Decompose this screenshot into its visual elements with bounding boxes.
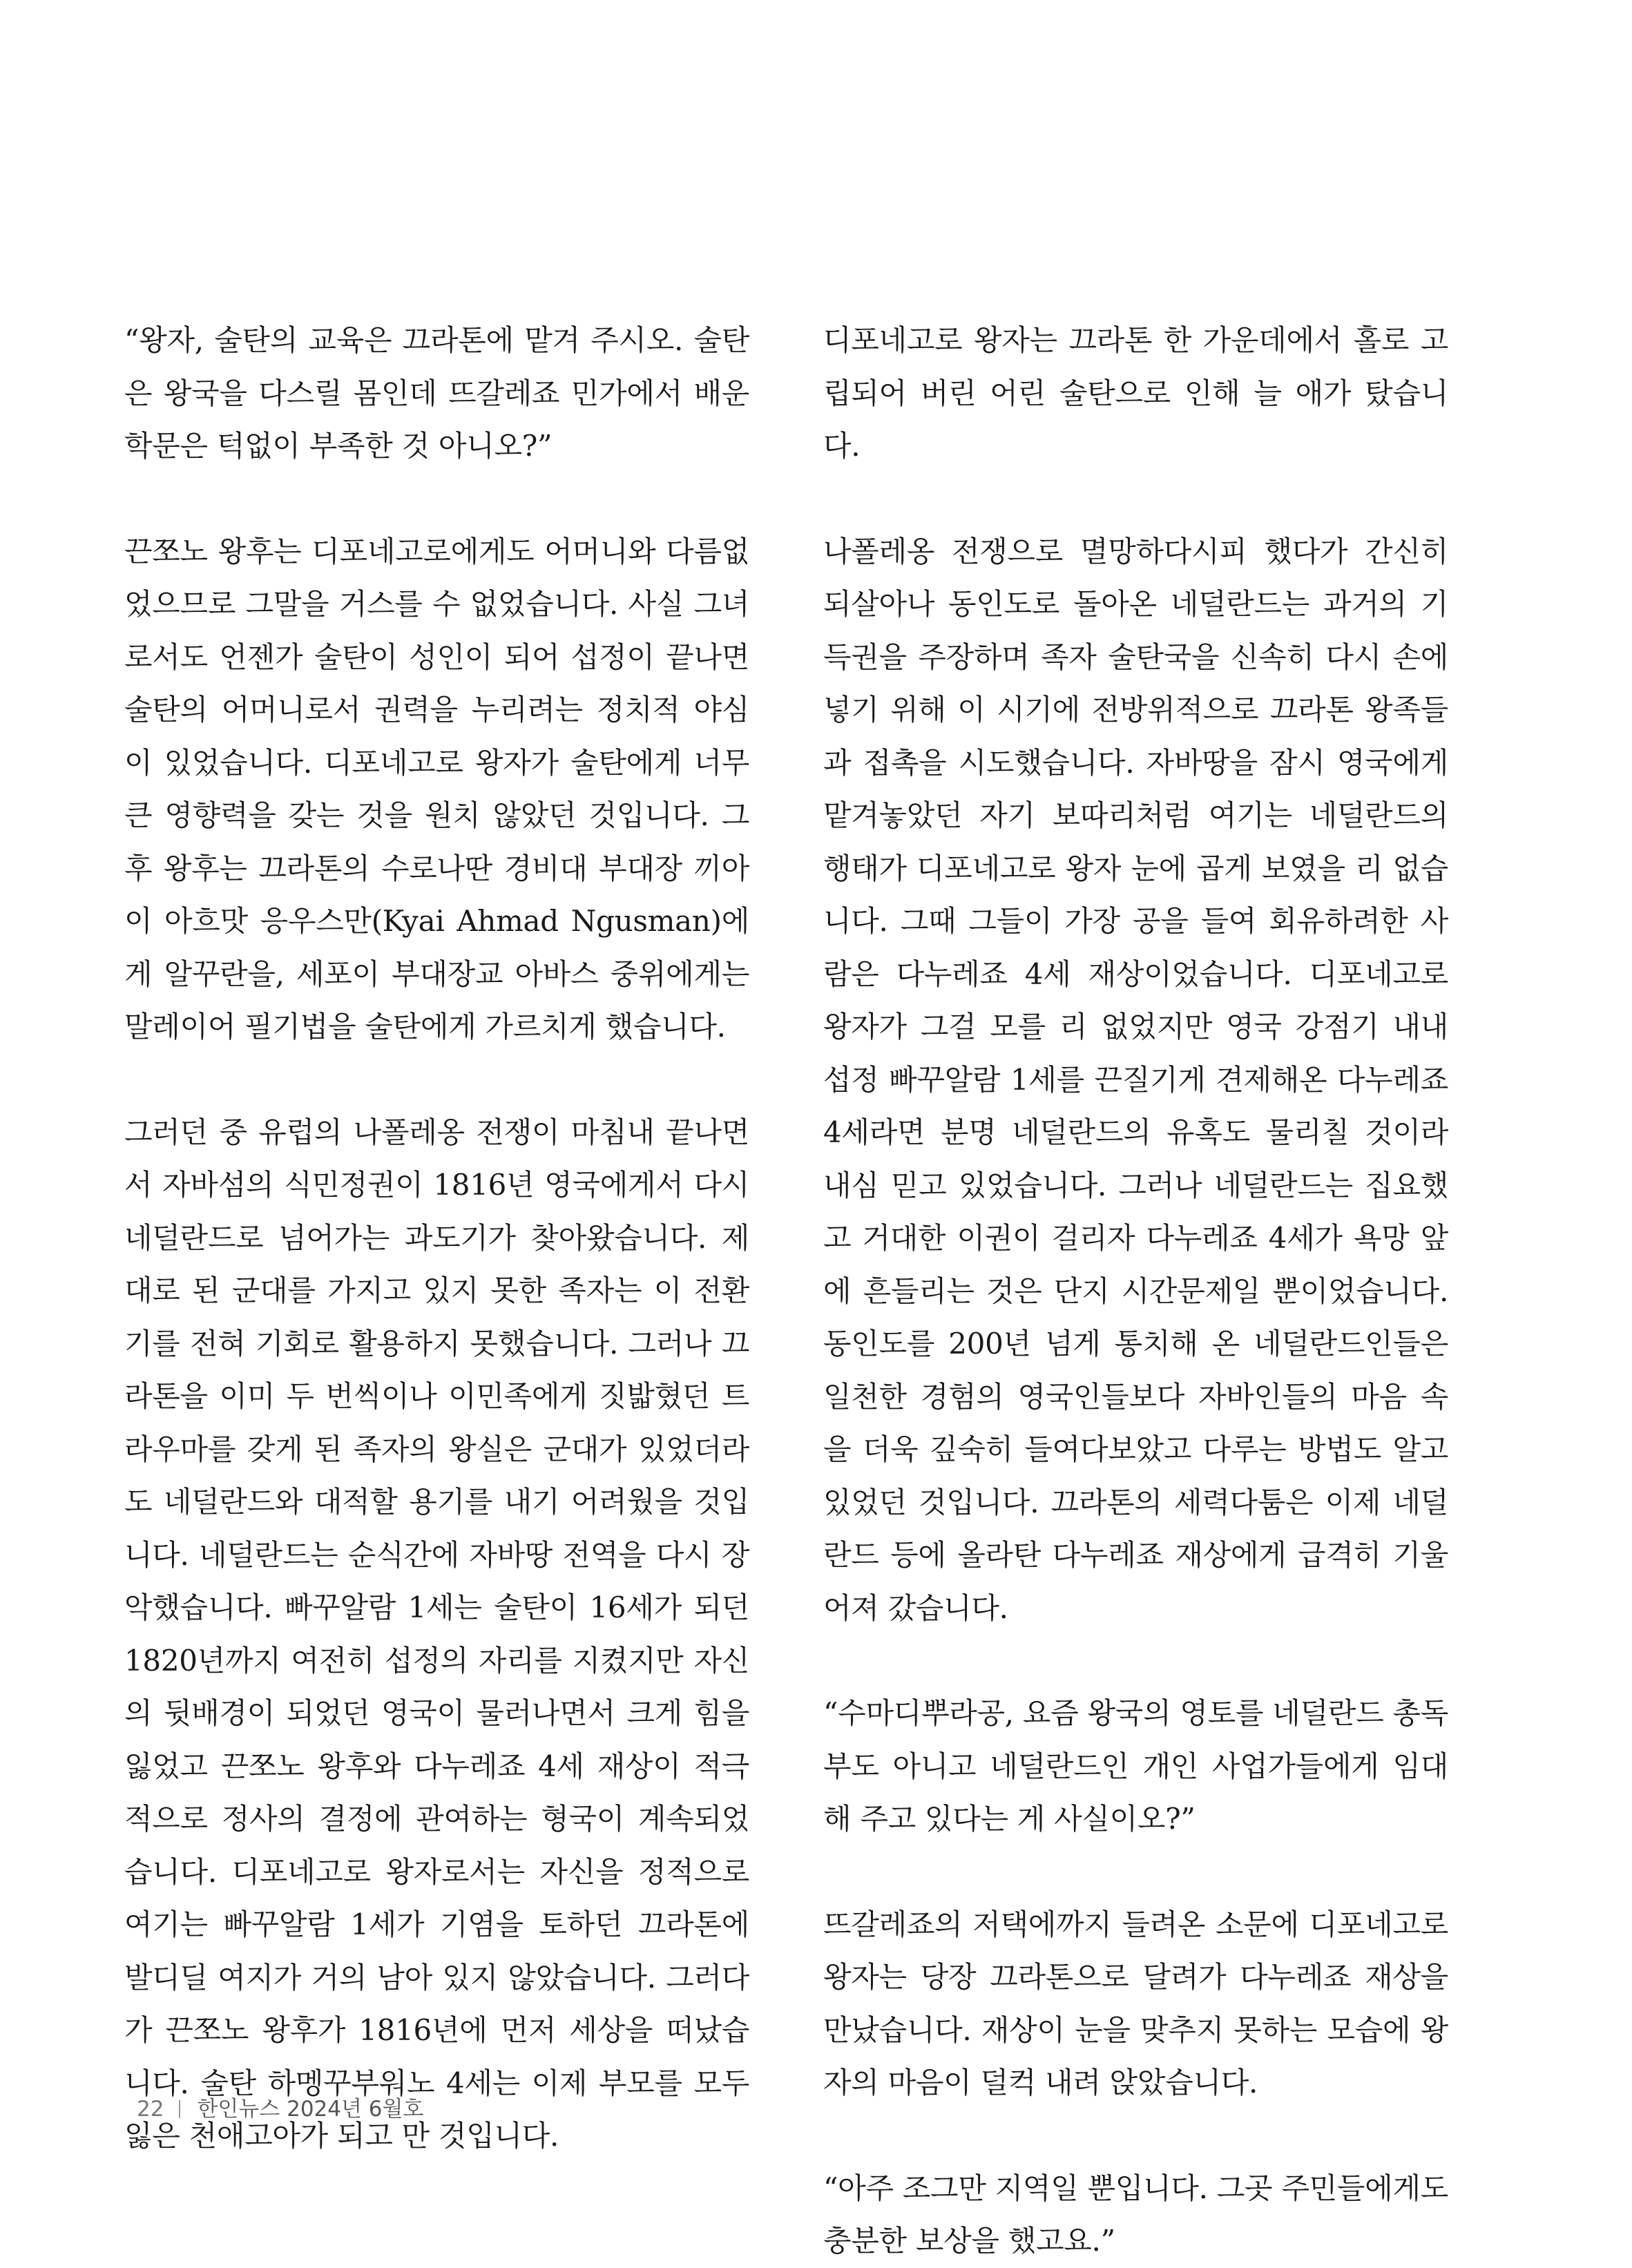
paragraph-minister-reply: “아주 조그만 지역일 뿐입니다. 그곳 주민들에게도 충분한 보상을 했고요.” <box>823 2171 1448 2258</box>
paragraph-dutch-influence: 나폴레옹 전쟁으로 멸망하다시피 했다가 간신히 되살아나 동인도로 돌아온 네덜란드는 과거의 기득권을 주장하며 족자 술탄국을 신속히 다시 손에 넣기 위해 이 시기에 전방위적으로 끄라톤 왕족들과 접촉을 시도했습니다. 자바땅을 잠시 영국에게 맡겨놓았던 자기 보따리처럼 여기는 네덜란드의 행태가 디포네고로 왕자 눈에 곱게 보였을 리 없습니다. 그때 그들이 가장 공을 들여 회유하려한 사람은 다누레죠 4세 재상이었습니다. 디포네고로 왕자가 그걸 모를 리 없었지만 영국 강점기 내내 섭정 빠꾸알람 1세를 끈질기게 견제해온 다누레죠 4세라면 분명 네덜란드의 유혹도 물리칠 것이라 내심 믿고 있었습니다. 그러나 네덜란드는 집요했고 거대한 이권이 걸리자 다누레죠 4세가 욕망 앞에 흔들리는 것은 단지 시간문제일 뿐이었습니다. 동인도를 200년 넘게 통치해 온 네덜란드인들은 일천한 경험의 영국인들보다 자바인들의 마음 속을 더욱 깊숙히 들여다보았고 다루는 방법도 알고 있었던 것입니다. 끄라톤의 세력다툼은 이제 네덜란드 등에 올라탄 다누레죠 재상에게 급격히 기울어져 갔습니다. <box>823 534 1448 1625</box>
paragraph-queen-ambition: 끈쪼노 왕후는 디포네고로에게도 어머니와 다름없었으므로 그말을 거스를 수 없었습니다. 사실 그녀로서도 언젠가 술탄이 성인이 되어 섭정이 끝나면 술탄의 어머니로서 권력을 누리려는 정치적 야심이 있었습니다. 디포네고로 왕자가 술탄에게 너무 큰 영향력을 갖는 것을 원치 않았던 것입니다. 그후 왕후는 끄라톤의 수로나딴 경비대 부대장 끼아이 아흐맛 응우스만(Kyai Ahmad Ngusman)에게 알꾸란을, 세포이 부대장교 아바스 중위에게는 말레이어 필기법을 술탄에게 가르치게 했습니다. <box>124 534 749 1044</box>
publication-title: 한인뉴스 2024년 6월호 <box>197 2097 424 2122</box>
paragraph-napoleonic-transition: 그러던 중 유럽의 나폴레옹 전쟁이 마침내 끝나면서 자바섬의 식민정권이 1816년 영국에게서 다시 네덜란드로 넘어가는 과도기가 찾아왔습니다. 제대로 된 군대를 가지고 있지 못한 족자는 이 전환기를 전혀 기회로 활용하지 못했습니다. 그러나 끄라톤을 이미 두 번씩이나 이민족에게 짓밟혔던 트라우마를 갖게 된 족자의 왕실은 군대가 있었더라도 네덜란드와 대적할 용기를 내기 어려웠을 것입니다. 네덜란드는 순식간에 자바땅 전역을 다시 장악했습니다. 빠꾸알람 1세는 술탄이 16세가 되던 1820년까지 여전히 섭정의 자리를 지켰지만 자신의 뒷배경이 되었던 영국이 물러나면서 크게 힘을 잃었고 끈쪼노 왕후와 다누레죠 4세 재상이 적극적으로 정사의 결정에 관여하는 형국이 계속되었습니다. 디포네고로 왕자로서는 자신을 정적으로 여기는 빠꾸알람 1세가 기염을 토하던 끄라톤에 발디딜 여지가 거의 남아 있지 않았습니다. 그러다가 끈쪼노 왕후가 1816년에 먼저 세상을 떠났습니다. 술탄 하멩꾸부워노 4세는 이제 부모를 모두 잃은 천애고아가 되고 만 것입니다. <box>124 1115 749 2153</box>
paragraph-prince-question: “수마디뿌라공, 요즘 왕국의 영토를 네덜란드 총독부도 아니고 네덜란드인 개인 사업가들에게 임대해 주고 있다는 게 사실이오?” <box>823 1696 1448 1836</box>
page-number: 22 <box>137 2097 164 2122</box>
page-footer <box>137 2091 423 2122</box>
left-text-column <box>124 314 749 2163</box>
paragraph-prince-visit: 뜨갈레죠의 저택에까지 들려온 소문에 디포네고로 왕자는 당장 끄라톤으로 달려가 다누레죠 재상을 만났습니다. 재상이 눈을 맞추지 못하는 모습에 왕자의 마음이 덜컥 내려 앉았습니다. <box>823 1907 1448 2099</box>
footer-divider <box>179 2100 180 2118</box>
right-text-column <box>823 314 1448 2268</box>
paragraph-prince-worry: 디포네고로 왕자는 끄라톤 한 가운데에서 홀로 고립되어 버린 어린 술탄으로 인해 늘 애가 탔습니다. <box>823 323 1448 463</box>
paragraph-queen-request: “왕자, 술탄의 교육은 끄라톤에 맡겨 주시오. 술탄은 왕국을 다스릴 몸인데 뜨갈레죠 민가에서 배운 학문은 턱없이 부족한 것 아니오?” <box>124 323 749 463</box>
